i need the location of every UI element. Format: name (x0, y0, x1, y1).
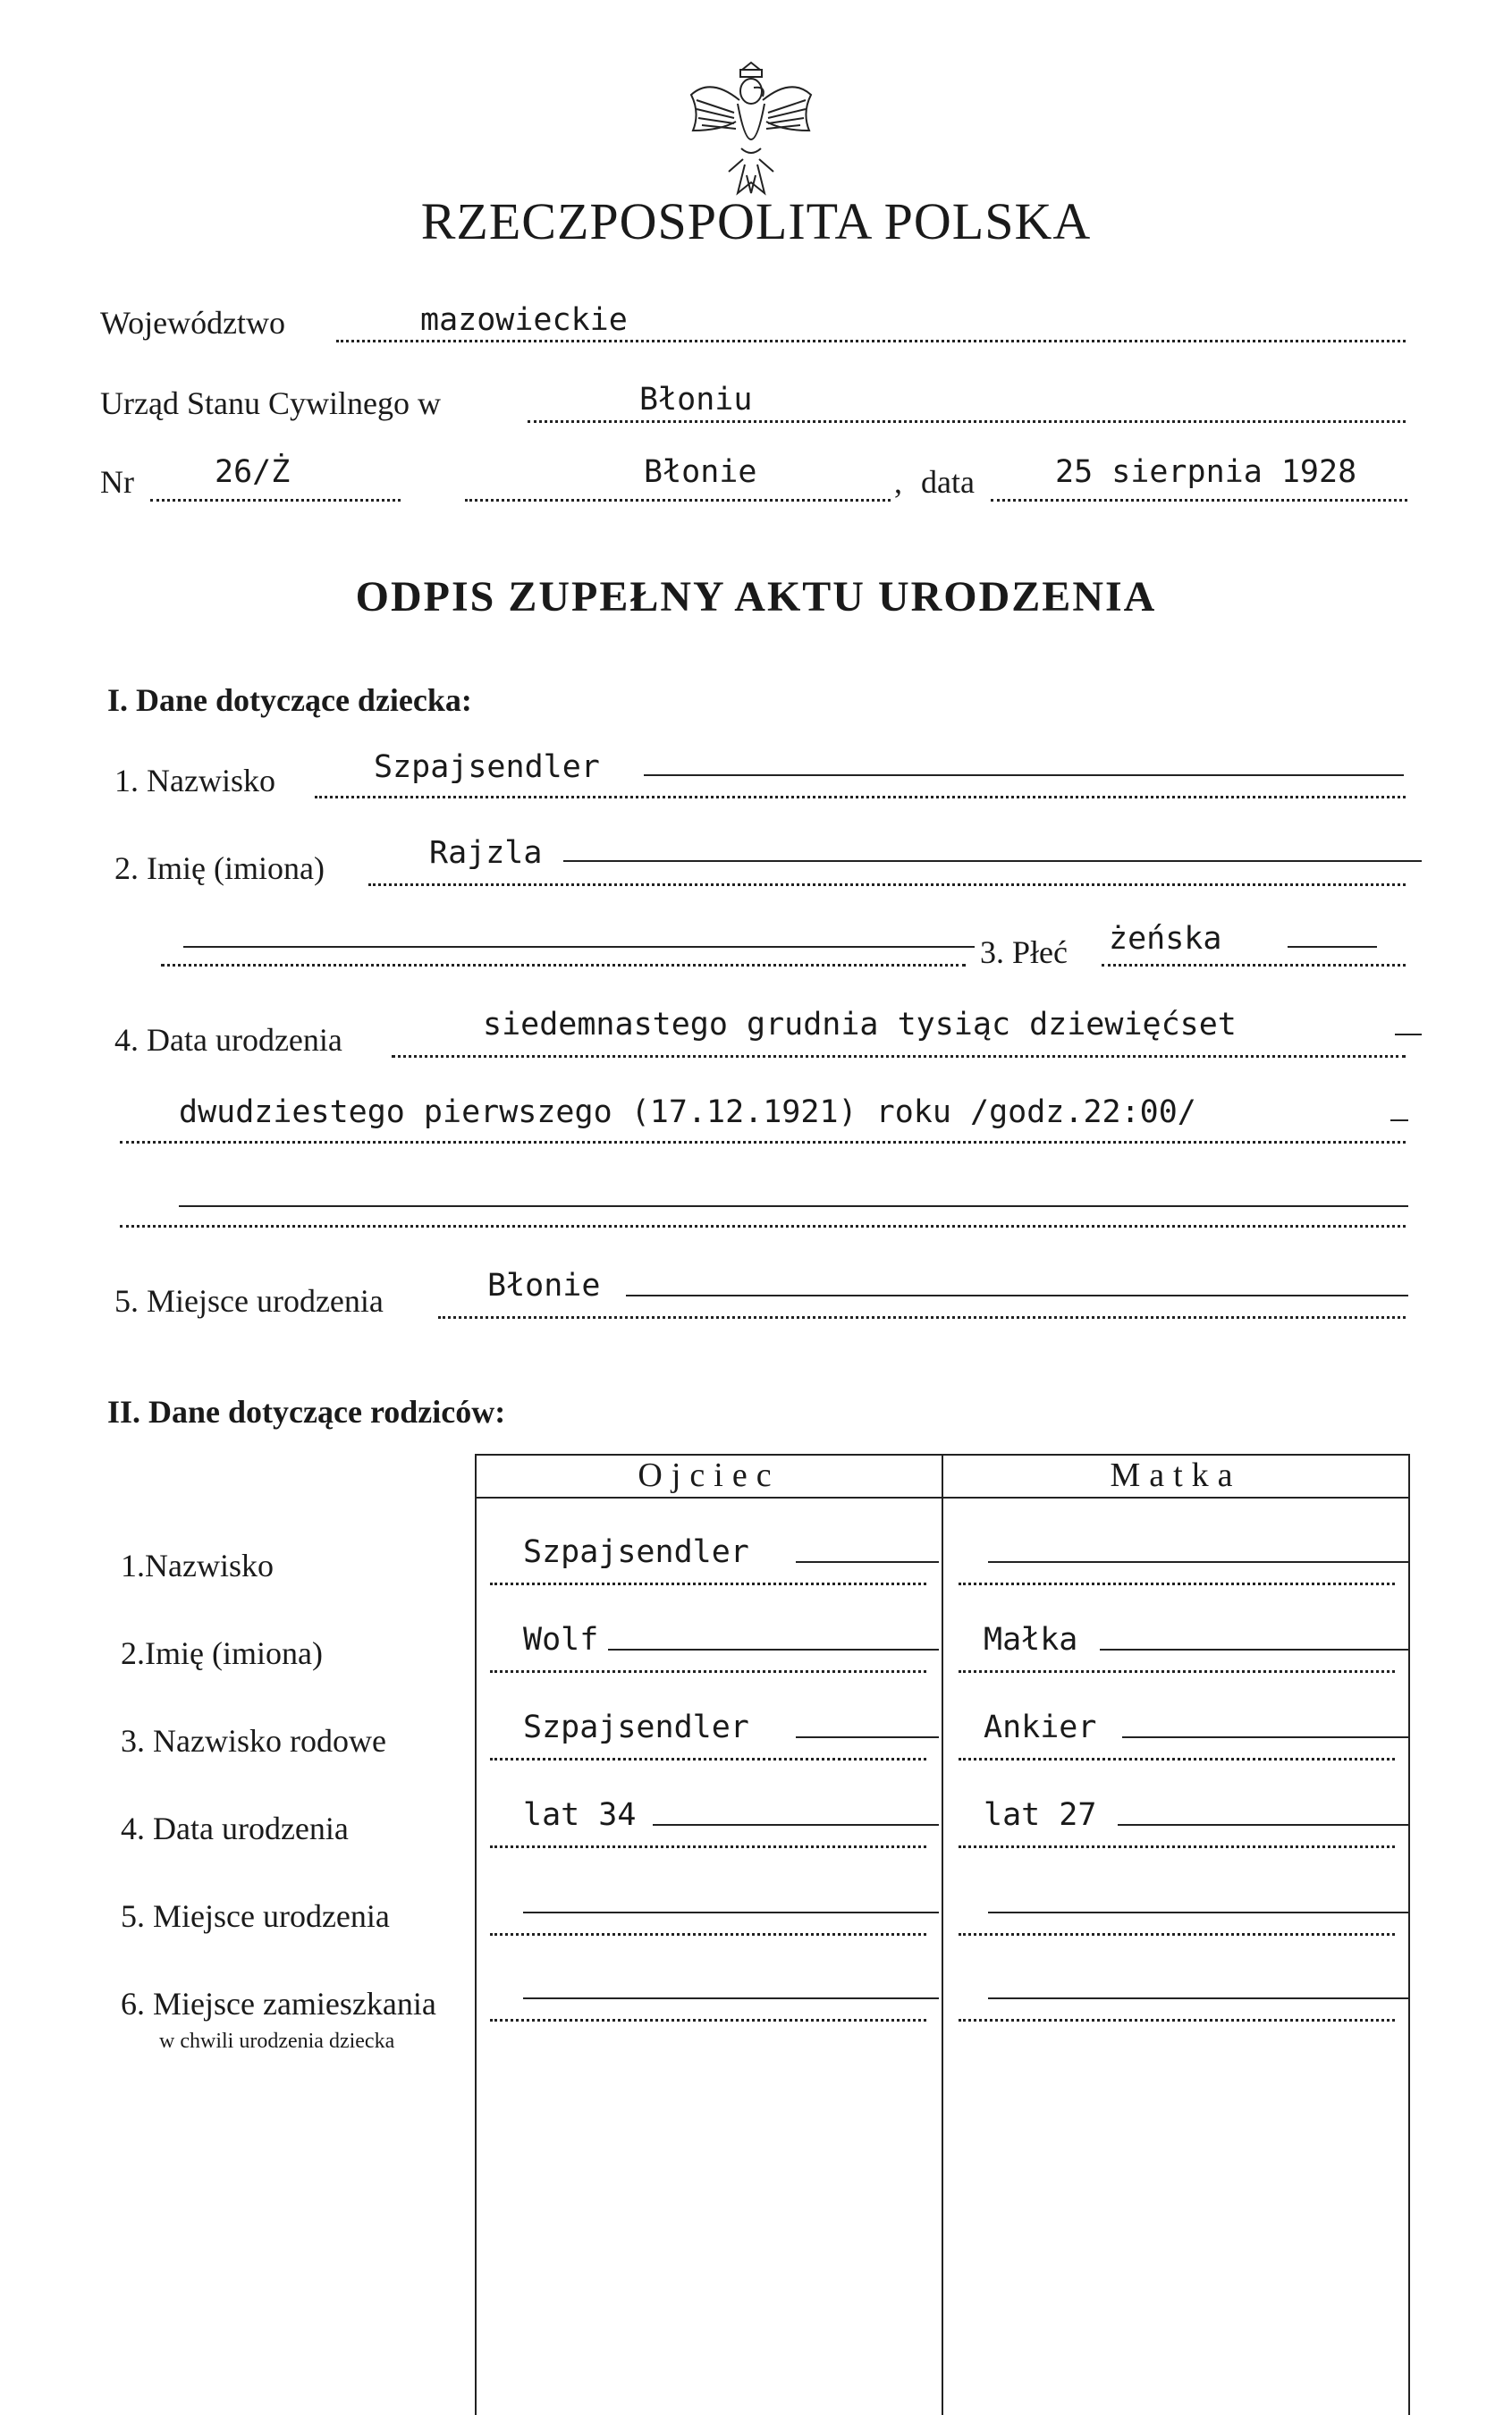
child-surname-fill-dash (644, 774, 1404, 776)
mother-fill-dash (1122, 1736, 1408, 1738)
place-value: Błonie (644, 454, 757, 490)
date-dotted-line (991, 499, 1407, 502)
parents-section-title: II. Dane dotyczące rodziców: (107, 1394, 506, 1430)
child-sex-label: 3. Płeć (980, 934, 1068, 970)
child-names-cont-dash (183, 946, 975, 948)
polish-eagle-emblem-icon (684, 59, 818, 200)
child-birthdate-line3-dotted-line (120, 1225, 1406, 1228)
child-names-label: 2. Imię (imiona) (114, 850, 325, 886)
child-birthdate-line1-dash (1395, 1034, 1422, 1035)
usc-label: Urząd Stanu Cywilnego w (100, 385, 441, 421)
father-fill-dash (796, 1736, 939, 1738)
child-birthdate-line2: dwudziestego pierwszego (17.12.1921) roku /godz.22:00/ (179, 1094, 1196, 1130)
parents-row-label: 5. Miejsce urodzenia (121, 1898, 390, 1934)
father-fill-dash (796, 1561, 939, 1563)
usc-dotted-line (528, 420, 1406, 423)
usc-value: Błoniu (639, 382, 753, 418)
nr-dotted-line (150, 499, 401, 502)
child-birthdate-line1: siedemnastego grudnia tysiąc dziewięćset (483, 1007, 1237, 1043)
document-title: ODPIS ZUPEŁNY AKTU URODZENIA (355, 573, 1157, 621)
father-dotted-line (490, 1670, 926, 1673)
residence-note: w chwili urodzenia dziecka (159, 2030, 395, 2053)
mother-dotted-line (959, 1583, 1395, 1585)
child-birthdate-label: 4. Data urodzenia (114, 1022, 342, 1058)
wojewodztwo-dotted-line (336, 340, 1406, 342)
table-left-border (475, 1454, 477, 2415)
mother-fill-dash (988, 1561, 1408, 1563)
father-dotted-line (490, 1845, 926, 1848)
mother-dotted-line (959, 1933, 1395, 1936)
mother-column-header: Matka (1110, 1457, 1242, 1494)
parents-row-label: 4. Data urodzenia (121, 1811, 349, 1846)
father-fill-dash (523, 1997, 939, 1999)
child-birthplace-fill-dash (626, 1295, 1408, 1296)
child-surname-dotted-line (315, 796, 1406, 798)
mother-birthdate: lat 27 (984, 1797, 1097, 1833)
mother-fill-dash (988, 1997, 1408, 1999)
child-sex-value: żeńska (1109, 921, 1222, 957)
mother-dotted-line (959, 1670, 1395, 1673)
wojewodztwo-value: mazowieckie (420, 302, 628, 338)
parents-row-label: 3. Nazwisko rodowe (121, 1723, 386, 1759)
mother-names: Małka (984, 1622, 1078, 1658)
child-section-title: I. Dane dotyczące dziecka: (107, 682, 472, 718)
child-names-dotted-line (368, 883, 1406, 886)
father-column-header: Ojciec (638, 1457, 781, 1494)
father-surname: Szpajsendler (523, 1534, 749, 1570)
mother-dotted-line (959, 1758, 1395, 1761)
child-birthdate-dotted-line (392, 1055, 1406, 1058)
child-sex-fill-dash (1288, 946, 1377, 948)
child-birthdate-line2-dotted-line (120, 1141, 1406, 1144)
mother-fill-dash (1118, 1824, 1408, 1826)
date-value: 25 sierpnia 1928 (1055, 454, 1357, 490)
child-surname-value: Szpajsendler (374, 749, 600, 785)
table-middle-border (942, 1454, 943, 2415)
father-fill-dash (523, 1912, 939, 1913)
child-birthplace-label: 5. Miejsce urodzenia (114, 1283, 384, 1319)
child-birthplace-value: Błonie (487, 1268, 601, 1304)
child-birthdate-line2-dash (1390, 1119, 1408, 1121)
country-title: RZECZPOSPOLITA POLSKA (420, 192, 1092, 250)
father-maiden-name: Szpajsendler (523, 1710, 749, 1745)
child-birthplace-dotted-line (438, 1316, 1406, 1319)
wojewodztwo-label: Województwo (100, 305, 286, 341)
mother-fill-dash (1100, 1649, 1408, 1651)
father-names: Wolf (523, 1622, 599, 1658)
father-birthdate: lat 34 (523, 1797, 637, 1833)
place-dotted-line (465, 499, 891, 502)
child-names-value: Rajzla (429, 835, 543, 871)
father-dotted-line (490, 2019, 926, 2022)
father-dotted-line (490, 1758, 926, 1761)
child-names-cont-dotted-line (161, 964, 966, 967)
date-comma: , (894, 464, 902, 500)
parents-row-label: 6. Miejsce zamieszkania (121, 1986, 436, 2022)
parents-row-label: 2.Imię (imiona) (121, 1635, 323, 1671)
father-fill-dash (653, 1824, 939, 1826)
table-right-border (1408, 1454, 1410, 2415)
nr-value: 26/Ż (215, 454, 291, 490)
mother-fill-dash (988, 1912, 1408, 1913)
date-label: data (921, 464, 975, 500)
mother-maiden-name: Ankier (984, 1710, 1097, 1745)
father-dotted-line (490, 1933, 926, 1936)
mother-dotted-line (959, 1845, 1395, 1848)
child-birthdate-line3-dash (179, 1205, 1408, 1207)
nr-label: Nr (100, 464, 134, 500)
mother-dotted-line (959, 2019, 1395, 2022)
father-dotted-line (490, 1583, 926, 1585)
child-names-fill-dash (563, 860, 1422, 862)
child-surname-label: 1. Nazwisko (114, 763, 275, 798)
parents-row-label: 1.Nazwisko (121, 1548, 274, 1583)
father-fill-dash (608, 1649, 939, 1651)
child-sex-dotted-line (1102, 964, 1406, 967)
